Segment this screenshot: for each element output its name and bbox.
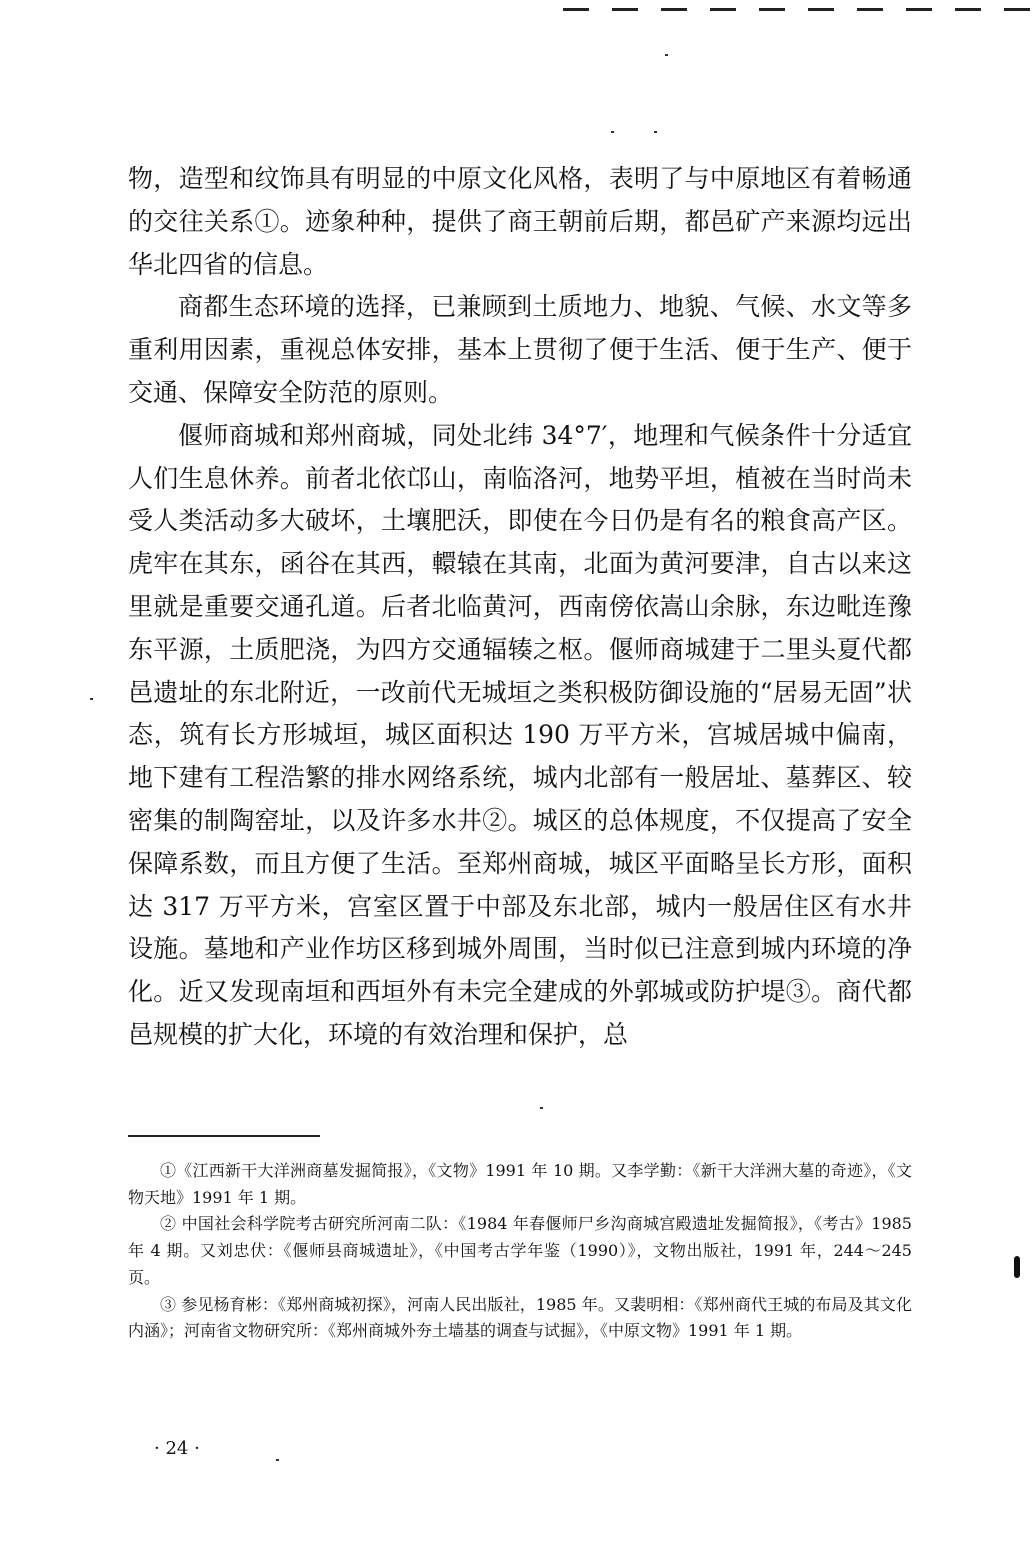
scan-speck xyxy=(276,1459,279,1461)
scan-speck xyxy=(540,1107,543,1109)
scan-dash xyxy=(955,8,981,11)
scan-dash xyxy=(1004,8,1030,11)
footnote-separator xyxy=(128,1135,320,1137)
scan-speck xyxy=(90,698,93,700)
main-text xyxy=(128,158,912,1057)
scan-speck xyxy=(611,131,614,133)
scan-dash xyxy=(710,8,736,11)
scan-speck xyxy=(665,54,668,56)
scan-dash xyxy=(759,8,785,11)
paragraph: 商都生态环境的选择，已兼顾到土质地力、地貌、气候、水文等多重利用因素，重视总体安排，基本上贯彻了便于生活、便于生产、便于交通、保障安全防范的原则。 xyxy=(128,292,912,407)
scan-dash xyxy=(808,8,834,11)
paragraph-continued: 物，造型和纹饰具有明显的中原文化风格，表明了与中原地区有着畅通的交往关系①。迹象种种，提供了商王朝前后期，都邑矿产来源均远出华北四省的信息。 xyxy=(128,164,912,279)
scan-dash xyxy=(612,8,638,11)
scan-edge-blot xyxy=(1014,1256,1020,1278)
scan-speck xyxy=(654,131,657,133)
scan-dash xyxy=(563,8,589,11)
footnote-3: ③ 参见杨育彬：《郑州商城初探》，河南人民出版社，1985 年。又裴明相：《郑州商代王城的布局及其文化内涵》；河南省文物研究所：《郑州商城外夯土墙基的调查与试掘》，《中原文物》1991 年 1 期。 xyxy=(128,1294,912,1341)
scan-dash xyxy=(857,8,883,11)
scan-dash xyxy=(661,8,687,11)
footnotes xyxy=(128,1158,912,1345)
page-number: · 24 · xyxy=(154,1438,200,1459)
scan-edge-marks xyxy=(555,0,1036,14)
footnote-2: ② 中国社会科学院考古研究所河南二队：《1984 年春偃师尸乡沟商城宫殿遗址发掘简报》，《考古》1985 年 4 期。又刘忠伏：《偃师县商城遗址》，《中国考古学年鉴（1990）》，文物出版社，1991 年，244～245 页。 xyxy=(128,1214,912,1287)
paragraph: 偃师商城和郑州商城，同处北纬 34°7′，地理和气候条件十分适宜人们生息休养。前者北依邙山，南临洛河，地势平坦，植被在当时尚未受人类活动多大破坏，土壤肥沃，即使在今日仍是有名的粮食高产区。虎牢在其东，函谷在其西，轘辕在其南，北面为黄河要津，自古以来这里就是重要交通孔道。后者北临黄河，西南傍依嵩山余脉，东边毗连豫东平源，土质肥浇，为四方交通辐辏之枢。偃师商城建于二里头夏代都邑遗址的东北附近，一改前代无城垣之类积极防御设施的“居易无固”状态，筑有长方形城垣，城区面积达 190 万平方米，宫城居城中偏南，地下建有工程浩繁的排水网络系统，城内北部有一般居址、墓葬区、较密集的制陶窑址，以及许多水井②。城区的总体规度，不仅提高了安全保障系数，而且方便了生活。至郑州商城，城区平面略呈长方形，面积达 317 万平方米，宫室区置于中部及东北部，城内一般居住区有水井设施。墓地和产业作坊区移到城外周围，当时似已注意到城内环境的净化。近又发现南垣和西垣外有未完全建成的外郭城或防护堤③。商代都邑规模的扩大化，环境的有效治理和保护，总 xyxy=(128,420,912,1049)
scan-dash xyxy=(906,8,932,11)
footnote-1: ①《江西新干大洋洲商墓发掘简报》，《文物》1991 年 10 期。又李学勤：《新干大洋洲大墓的奇迹》，《文物天地》1991 年 1 期。 xyxy=(128,1161,912,1207)
